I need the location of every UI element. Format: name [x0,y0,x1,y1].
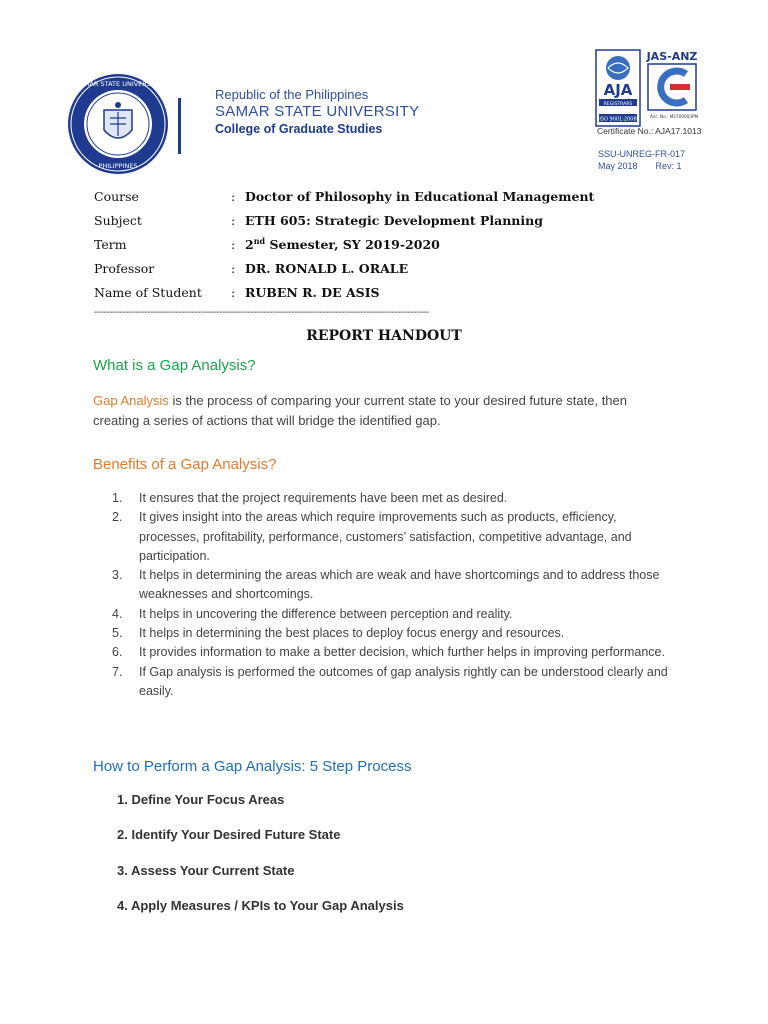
dashed-separator: ----------------------------------------------------------------------------------------------------------- [94,307,429,318]
list-text: It helps in determining the best places to deploy focus energy and resources. [139,626,565,641]
seal-text-bottom: PHILIPPINES [98,162,138,170]
info-label: Course [94,189,139,205]
form-code: SSU-UNREG-FR-017 [598,149,686,159]
section-heading-how-to: How to Perform a Gap Analysis: 5 Step Process [93,758,412,775]
list-text: It helps in uncovering the difference between perception and reality. [139,606,513,621]
university-seal-logo [66,72,170,176]
term-number: 2 [245,237,254,253]
term-rest: Semester, SY 2019-2020 [265,237,440,253]
info-row-professor [94,256,594,280]
list-item [112,566,672,605]
list-text: It ensures that the project requirements have been met as desired. [139,491,508,505]
info-label: Subject [94,213,142,229]
definition-text: is the process of comparing your current state to your desired future state, then creating a series of actions that will bridge the identified gap. [93,393,627,428]
info-row-term [94,233,594,257]
list-item [112,508,672,566]
list-number: 6. [112,645,123,660]
list-item [112,605,672,624]
info-row-subject [94,209,594,233]
list-item [112,663,672,702]
list-text: It gives insight into the areas which require improvements such as products, efficiency, processes, profitability, performance, customers’ satisfaction, competitive advantage, and participation. [139,510,632,563]
list-number: 1. [112,491,123,505]
info-value: Doctor of Philosophy in Educational Management [245,189,595,205]
iso-text: ISO 9001:2008 [599,116,637,123]
section-heading-benefits: Benefits of a Gap Analysis? [93,456,277,473]
info-row-course [94,185,594,209]
form-date: May 2018 [598,161,638,171]
page-title: REPORT HANDOUT [306,328,462,344]
step-item: 4. Apply Measures / KPIs to Your Gap Analysis [117,897,404,913]
list-text: It helps in determining the areas which are weak and have shortcomings and to address those weaknesses and shortcomings. [139,568,660,602]
accreditor-text: JAS-ANZ [646,50,698,63]
info-colon: : [231,189,236,205]
header-divider [178,98,181,154]
benefits-list [112,489,672,701]
info-label: Professor [94,260,155,276]
list-number: 2. [112,510,123,525]
list-item [112,624,672,643]
college-name: College of Graduate Studies [215,122,383,136]
list-item [112,489,672,508]
info-value: ETH 605: Strategic Development Planning [245,213,543,229]
certification-badge-logo [594,48,706,128]
list-number: 7. [112,664,123,679]
info-colon: : [231,236,236,252]
badge-text: AJA [603,81,633,99]
form-rev: Rev: 1 [655,161,682,171]
list-number: 5. [112,626,123,641]
university-name: SAMAR STATE UNIVERSITY [215,103,420,120]
info-colon: : [231,284,236,300]
info-label: Term [94,236,127,252]
step-item: 3. Assess Your Current State [117,862,295,878]
definition-paragraph [93,391,668,430]
seal-text-top: SAMAR STATE UNIVERSITY [75,80,161,88]
info-value: RUBEN R. DE ASIS [245,284,380,300]
form-date-rev [598,160,685,172]
steps-list [117,792,404,933]
list-item [112,643,672,662]
info-value: DR. RONALD L. ORALE [245,260,409,276]
republic-label: Republic of the Philippines [215,87,369,102]
list-text: If Gap analysis is performed the outcomes of gap analysis rightly can be understood clearly and easily. [139,664,668,698]
term-superscript: nd [253,236,266,247]
list-number: 3. [112,568,123,583]
section-heading-what-is: What is a Gap Analysis? [93,357,256,374]
step-item: 1. Define Your Focus Areas [117,792,285,807]
form-id-block [598,148,685,172]
certificate-number: Certificate No.: AJA17.1013 [597,126,702,136]
course-info-block [94,185,594,304]
info-label: Name of Student [94,284,202,300]
acc-no-text: Acc. No.: M2700003PM [650,114,699,119]
info-value-term [245,236,440,252]
list-number: 4. [112,606,123,621]
info-colon: : [231,260,236,276]
badge-sub-text: REGISTRARS [603,102,633,107]
list-text: It provides information to make a better decision, which further helps in improving performance. [139,645,665,660]
info-row-student [94,280,594,304]
step-item: 2. Identify Your Desired Future State [117,827,341,843]
info-colon: : [231,213,236,229]
definition-highlight: Gap Analysis [93,393,169,408]
